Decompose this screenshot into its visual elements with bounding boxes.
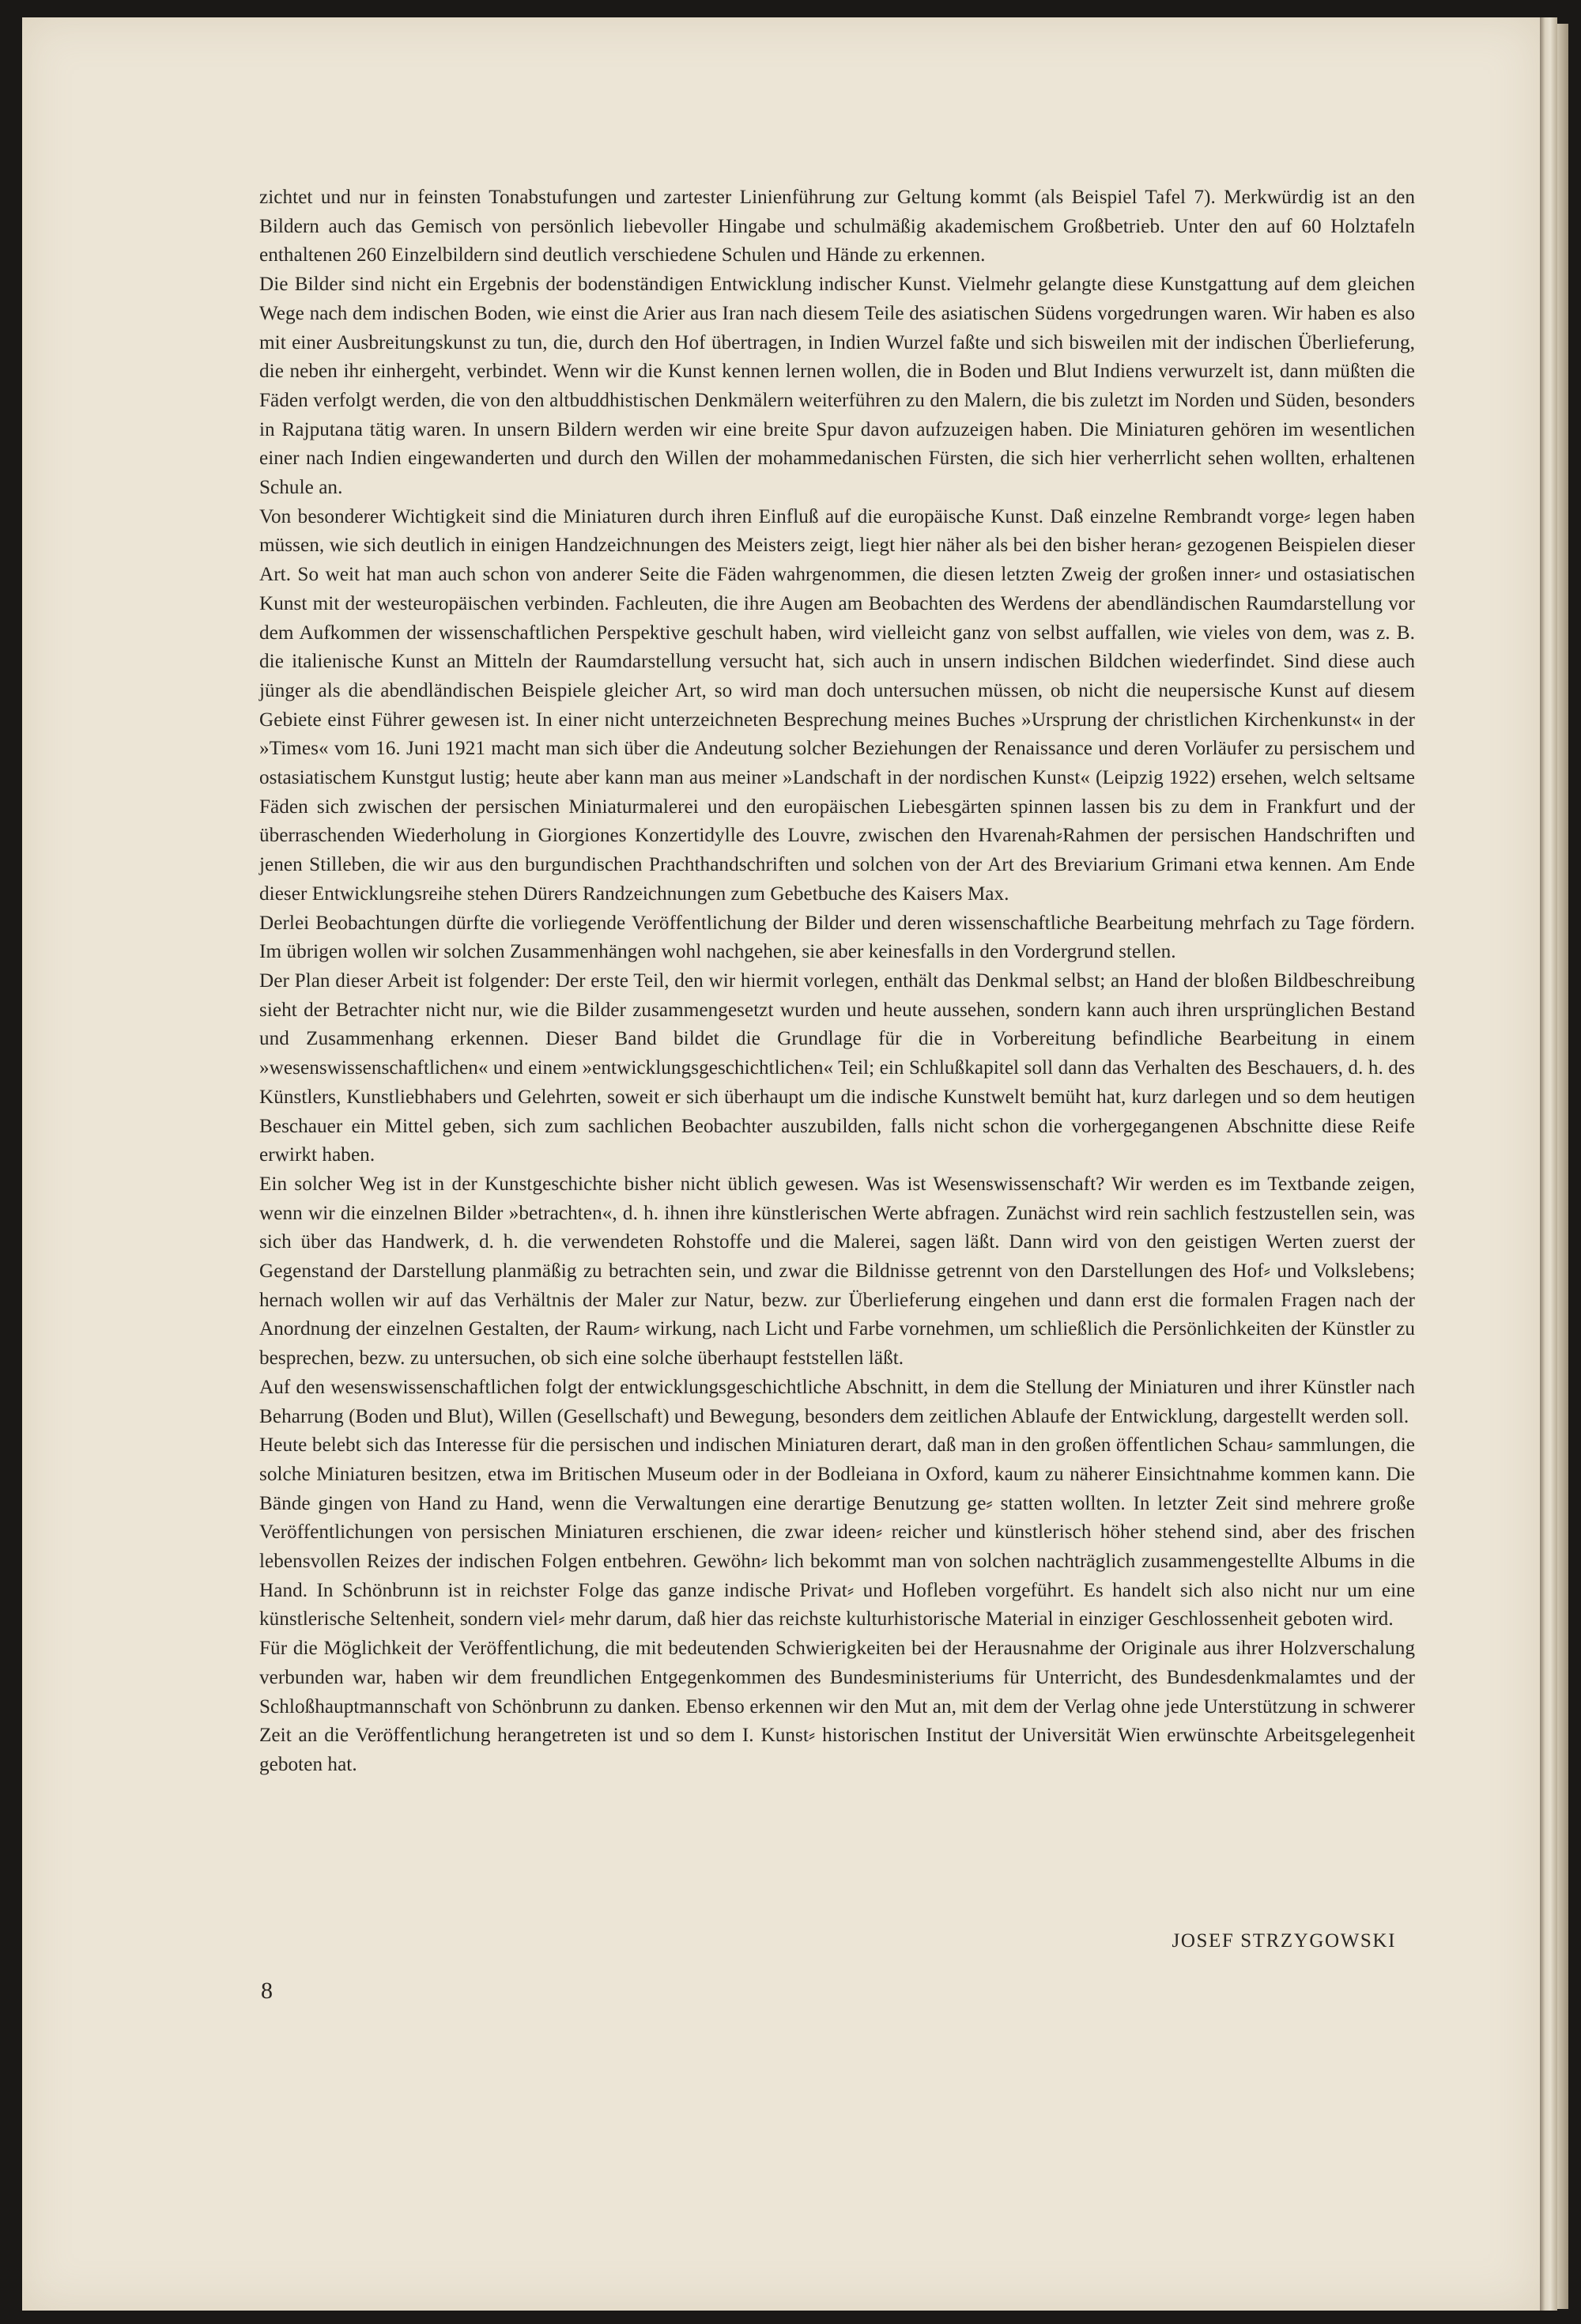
paragraph: Heute belebt sich das Interesse für die persischen und indischen Miniaturen derart, daß man in den großen öffentlichen Schau⸗ sammlungen, die solche Miniaturen besitzen, etwa im Britischen Museum oder in der Bodleiana in Oxford, kaum zu näherer Einsichtnahme kommen kann. Die Bände gingen von Hand zu Hand, wenn die Verwaltungen eine derartige Benutzung ge⸗ statten wollten. In letzter Zeit sind mehrere große Veröffentlichungen von persischen Miniaturen erschienen, die zwar ideen⸗ reicher und künstlerisch höher stehend sind, aber des frischen lebensvollen Reizes der indischen Folgen entbehren. Gewöhn⸗ lich bekommt man von solchen nachträglich zusammengestellte Albums in die Hand. In Schönbrunn ist in reichster Folge das ganze indische Privat⸗ und Hofleben vorgeführt. Es handelt sich also nicht nur um eine künstlerische Seltenheit, sondern viel⸗ mehr darum, daß hier das reichste kulturhistorische Material in einziger Geschlossenheit geboten wird. <box>259 1434 1415 1631</box>
paragraph: zichtet und nur in feinsten Tonabstufungen und zartester Linienführung zur Geltung kommt (als Beispiel Tafel 7). Merkwürdig ist an den Bildern auch das Gemisch von persönlich liebevoller Hingabe und schulmäßig akademischem Großbetrieb. Unter den auf 60 Holztafeln enthaltenen 260 Einzelbildern sind deutlich verschiedene Schulen und Hände zu erkennen. <box>259 187 1415 266</box>
body-text <box>259 183 1415 1780</box>
paragraph: Derlei Beobachtungen dürfte die vorliegende Veröffentlichung der Bilder und deren wissenschaftliche Bearbeitung mehrfach zu Tage fördern. Im übrigen wollen wir solchen Zusammenhängen wohl nachgehen, sie aber keinesfalls in den Vordergrund stellen. <box>259 912 1415 963</box>
paragraph: Für die Möglichkeit der Veröffentlichung, die mit bedeutenden Schwierigkeiten bei der Herausnahme der Originale aus ihrer Holzverschalung verbunden war, haben wir dem freundlichen Entgegenkommen des Bundesministeriums für Unterricht, des Bundesdenkmalamtes und der Schloßhauptmannschaft von Schönbrunn zu danken. Ebenso erkennen wir den Mut an, mit dem der Verlag ohne jede Unterstützung in schwerer Zeit an die Veröffentlichung herangetreten ist und so dem I. Kunst⸗ historischen Institut der Universität Wien erwünschte Arbeitsgelegenheit geboten hat. <box>259 1638 1415 1775</box>
page-gutter <box>1540 17 1557 2311</box>
author-signature: JOSEF STRZYGOWSKI <box>1172 1930 1396 1952</box>
paragraph: Der Plan dieser Arbeit ist folgender: Der erste Teil, den wir hiermit vorlegen, enthält das Denkmal selbst; an Hand der bloßen Bildbeschreibung sieht der Betrachter nicht nur, wie die Bilder zusammengesetzt wurden und heute aussehen, sondern kann auch ihren ursprünglichen Bestand und Zusammenhang erkennen. Dieser Band bildet die Grundlage für die in Vorbereitung befindliche Bearbeitung in einem »wesenswissenschaftlichen« und einem »entwicklungsgeschichtlichen« Teil; ein Schlußkapitel soll dann das Verhalten des Beschauers, d. h. des Künstlers, Kunstliebhabers und Gelehrten, soweit er sich überhaupt um die indische Kunstwelt bemüht hat, kurz darlegen und so dem heutigen Beschauer ein Mittel geben, sich zum sachlichen Beobachter auszubilden, falls nicht schon die vorhergegangenen Abschnitte diese Reife erwirkt haben. <box>259 969 1415 1166</box>
paragraph: Die Bilder sind nicht ein Ergebnis der bodenständigen Entwicklung indischer Kunst. Vielmehr gelangte diese Kunstgattung auf dem gleichen Wege nach dem indischen Boden, wie einst die Arier aus Iran nach diesem Teile des asiatischen Südens vorgedrungen waren. Wir haben es also mit einer Ausbreitungskunst zu tun, die, durch den Hof übertragen, in Indien Wurzel faßte und sich bisweilen mit der indischen Überlieferung, die neben ihr einhergeht, verbindet. Wenn wir die Kunst kennen lernen wollen, die in Boden und Blut Indiens verwurzelt ist, dann müßten die Fäden verfolgt werden, die von den altbuddhistischen Denkmälern weiterführen zu den Malern, die bis zuletzt im Norden und Süden, besonders in Rajputana tätig waren. In unsern Bildern werden wir eine breite Spur davon aufzuzeigen haben. Die Miniaturen gehören im wesentlichen einer nach Indien eingewanderten und durch den Willen der mohammedanischen Fürsten, die sich hier verherrlicht sehen wollten, erhaltenen Schule an. <box>259 274 1415 499</box>
paragraph: Auf den wesenswissenschaftlichen folgt der entwicklungsgeschichtliche Abschnitt, in dem die Stellung der Miniaturen und ihrer Künstler nach Beharrung (Boden und Blut), Willen (Gesellschaft) und Bewegung, besonders dem zeitlichen Ablaufe der Entwicklung, dargestellt werden soll. <box>259 1376 1415 1427</box>
paragraph: Von besonderer Wichtigkeit sind die Miniaturen durch ihren Einfluß auf die europäische Kunst. Daß einzelne Rembrandt vorge⸗ legen haben müssen, wie sich deutlich in einigen Handzeichnungen des Meisters zeigt, liegt hier näher als bei den bisher heran⸗ gezogenen Beispielen dieser Art. So weit hat man auch schon von anderer Seite die Fäden wahrgenommen, die diesen letzten Zweig der großen inner⸗ und ostasiatischen Kunst mit der westeuropäischen verbinden. Fachleuten, die ihre Augen am Beobachten des Werdens der abendländischen Raumdarstellung vor dem Aufkommen der wissenschaftlichen Perspektive geschult haben, wird vielleicht ganz von selbst auffallen, wie vieles von dem, was z. B. die italienische Kunst an Mitteln der Raumdarstellung versucht hat, sich auch in unsern indischen Bildchen wiederfindet. Sind diese auch jünger als die abendländischen Beispiele gleicher Art, so wird man doch untersuchen müssen, ob nicht die neupersische Kunst auf diesem Gebiete einst Führer gewesen ist. In einer nicht unterzeichneten Besprechung meines Buches »Ursprung der christlichen Kirchenkunst« in der »Times« vom 16. Juni 1921 macht man sich über die Andeutung solcher Beziehungen der Renaissance und deren Vorläufer zu persischem und ostasiatischem Kunstgut lustig; heute aber kann man aus meiner »Landschaft in der nordischen Kunst« (Leipzig 1922) ersehen, welch seltsame Fäden sich zwischen der persischen Miniaturmalerei und den europäischen Liebesgärten spinnen lassen bis zu dem in Frankfurt und der überraschenden Wiederholung in Giorgiones Konzertidylle des Louvre, zwischen den Hvarenah⸗Rahmen der persischen Handschriften und jenen Stilleben, die wir aus den burgundischen Prachthandschriften und solchen von der Art des Breviarium Grimani etwa kennen. Am Ende dieser Entwicklungsreihe stehen Dürers Randzeichnungen zum Gebetbuche des Kaisers Max. <box>259 505 1415 905</box>
page-number: 8 <box>261 1978 273 2004</box>
next-page-edge <box>1557 24 1568 2309</box>
paragraph: Ein solcher Weg ist in der Kunstgeschichte bisher nicht üblich gewesen. Was ist Wesenswissenschaft? Wir werden es im Textbande zeigen, wenn wir die einzelnen Bilder »betrachten«, d. h. ihnen ihre künstlerischen Werte abfragen. Zunächst wird rein sachlich festzustellen sein, was sich über das Handwerk, d. h. die verwendeten Rohstoffe und die Malerei, sagen läßt. Dann wird von den geistigen Werten zuerst der Gegenstand der Darstellung planmäßig zu betrachten sein, und zwar die Bildnisse getrennt von den Darstellungen des Hof⸗ und Volkslebens; hernach wollen wir auf das Verhältnis der Maler zur Natur, bezw. zur Überlieferung eingehen und dann erst die formalen Fragen nach der Anordnung der einzelnen Gestalten, der Raum⸗ wirkung, nach Licht und Farbe vornehmen, um schließlich die Persönlichkeiten der Künstler zu besprechen, bezw. zu untersuchen, ob sich eine solche überhaupt feststellen läßt. <box>259 1173 1415 1370</box>
